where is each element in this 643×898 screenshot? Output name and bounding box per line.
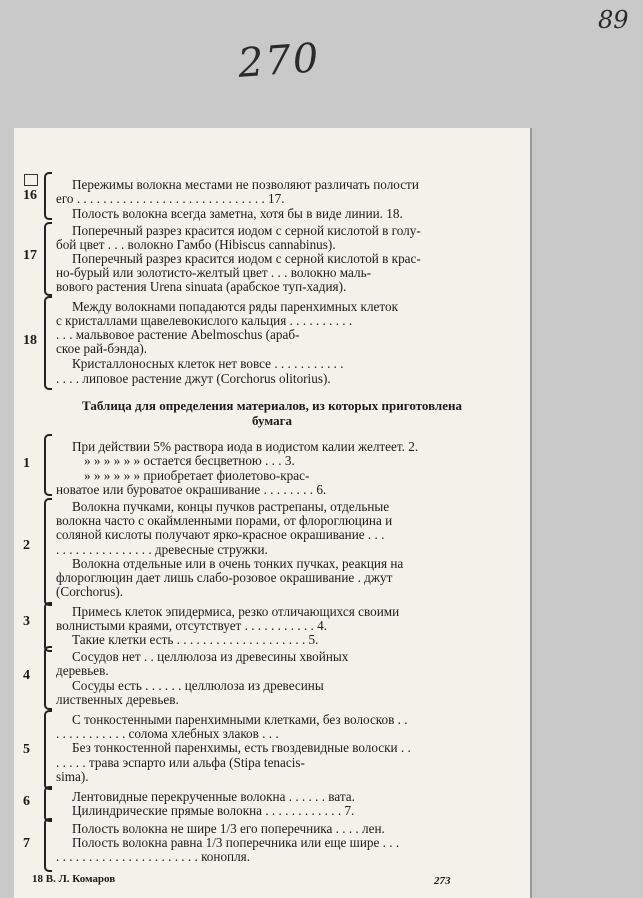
table-line: лиственных деревьев.	[56, 692, 179, 707]
table-line: . . . . . . . . . . . . . . . древесные стружки.	[56, 542, 268, 557]
handwritten-number: 270	[236, 35, 322, 87]
brace	[44, 434, 52, 496]
couplet-line: . . . мальвовое растение Abelmoschus (араб-	[56, 327, 300, 342]
couplet-line: Поперечный разрез красится иодом с серной кислотой в голу-	[72, 223, 421, 238]
couplet-line: его . . . . . . . . . . . . . . . . . . . . . . . . . . . . . 17.	[56, 191, 285, 206]
table-line: (Corchorus).	[56, 584, 124, 599]
table-line: При действии 5% раствора иода в иодистом калии желтеет. 2.	[72, 439, 419, 454]
table-line: Сосуды есть . . . . . . целлюлоза из древесины	[72, 678, 324, 693]
footer-author: 18 В. Л. Комаров	[32, 873, 116, 885]
table-row-number: 6	[23, 794, 30, 809]
handwritten-page-number: 89	[598, 6, 629, 34]
margin-mark-icon	[24, 174, 38, 186]
table-line: . . . . . . . . . . . солома хлебных злаков . . .	[56, 726, 279, 741]
table-line: Примесь клеток эпидермиса, резко отличающихся своими	[72, 604, 400, 619]
table-line: . . . . . . . . . . . . . . . . . . . . . . конопля.	[56, 849, 251, 864]
table-line: . . . . . трава эспарто или альфа (Stipa tenacis-	[56, 755, 305, 770]
table-line: » » » » » » остается бесцветною . . . 3.	[84, 453, 295, 468]
couplet-line: Между волокнами попадаются ряды паренхимных клеток	[72, 299, 398, 314]
couplet-line: Полость волокна всегда заметна, хотя бы в виде линии. 18.	[72, 206, 403, 221]
table-line: Полость волокна равна 1/3 поперечника или еще шире . . .	[72, 835, 400, 850]
table-line: волнистыми краями, отсутствует . . . . . . . . . . . 4.	[56, 618, 328, 633]
couplet-line: ское рай-бэнда).	[56, 341, 148, 356]
table-line: sima).	[56, 769, 89, 784]
table-line: Волокна отдельные или в очень тонких пучках, реакция на	[72, 556, 404, 571]
couplet-line: бой цвет . . . волокно Гамбо (Hibiscus cannabinus).	[56, 237, 336, 252]
couplet-line: вового растения Urena sinuata (арабское туп-хадия).	[56, 279, 347, 294]
couplet-number: 17	[23, 248, 37, 263]
table-line: флороглюцин дает лишь слабо-розовое окрашивание . джут	[56, 570, 393, 585]
table-line: » » » » » » приобретает фиолетово-крас-	[84, 468, 310, 483]
table-row-number: 3	[23, 614, 30, 629]
table-row-number: 4	[23, 668, 30, 683]
brace	[44, 172, 52, 220]
table-line: соляной кислоты получают ярко-красное окрашивание . . .	[56, 527, 385, 542]
couplet-line: Кристаллоносных клеток нет вовсе . . . . . . . . . . .	[72, 356, 344, 371]
brace	[44, 222, 52, 296]
table-line: Цилиндрические прямые волокна . . . . . . . . . . . . 7.	[72, 803, 355, 818]
book-page	[14, 128, 530, 898]
brace	[44, 646, 52, 710]
couplet-line: с кристаллами щавелевокислого кальция . . . . . . . . . .	[56, 313, 353, 328]
table-row-number: 7	[23, 836, 30, 851]
couplet-line: Перeжимы волокна местами не позволяют различать полости	[72, 177, 419, 192]
table-line: Сосудов нет . . целлюлоза из древесины хвойных	[72, 649, 349, 664]
table-row-number: 2	[23, 538, 30, 553]
table-title-line2: бумага	[251, 413, 292, 428]
brace	[44, 498, 52, 606]
table-line: деревьев.	[56, 663, 109, 678]
brace	[44, 786, 52, 822]
page-number: 273	[434, 875, 451, 887]
brace	[44, 602, 52, 652]
table-row-number: 1	[23, 456, 30, 471]
table-line: Такие клетки есть . . . . . . . . . . . . . . . . . . . . 5.	[72, 632, 319, 647]
table-line: волокна часто с окаймленными порами, от флороглюцина и	[56, 513, 393, 528]
table-row-number: 5	[23, 742, 30, 757]
couplet-line: . . . . липовое растение джут (Corchorus olitorius).	[56, 371, 331, 386]
table-line: Лентовидные перекрученные волокна . . . . . . вата.	[72, 789, 355, 804]
brace	[44, 296, 52, 390]
couplet-line: но-бурый или золотисто-желтый цвет . . . волокно маль-	[56, 265, 371, 280]
table-line: Без тонкостенной паренхимы, есть гвоздевидные волоски . .	[72, 740, 411, 755]
couplet-number: 16	[23, 188, 37, 203]
table-line: Волокна пучками, концы пучков растрепаны, отдельные	[72, 499, 390, 514]
couplet-line: Поперечный разрез красится иодом с серной кислотой в крас-	[72, 251, 421, 266]
table-title: Таблица для определения материалов, из которых приготовлена	[82, 398, 462, 413]
brace	[44, 818, 52, 872]
table-line: новатое или буроватое окрашивание . . . . . . . . 6.	[56, 482, 327, 497]
couplet-number: 18	[23, 333, 37, 348]
table-line: Полость волокна не шире 1/3 его поперечника . . . . лен.	[72, 821, 385, 836]
brace	[44, 710, 52, 790]
table-line: С тонкостенными паренхимными клетками, без волосков . .	[72, 712, 408, 727]
